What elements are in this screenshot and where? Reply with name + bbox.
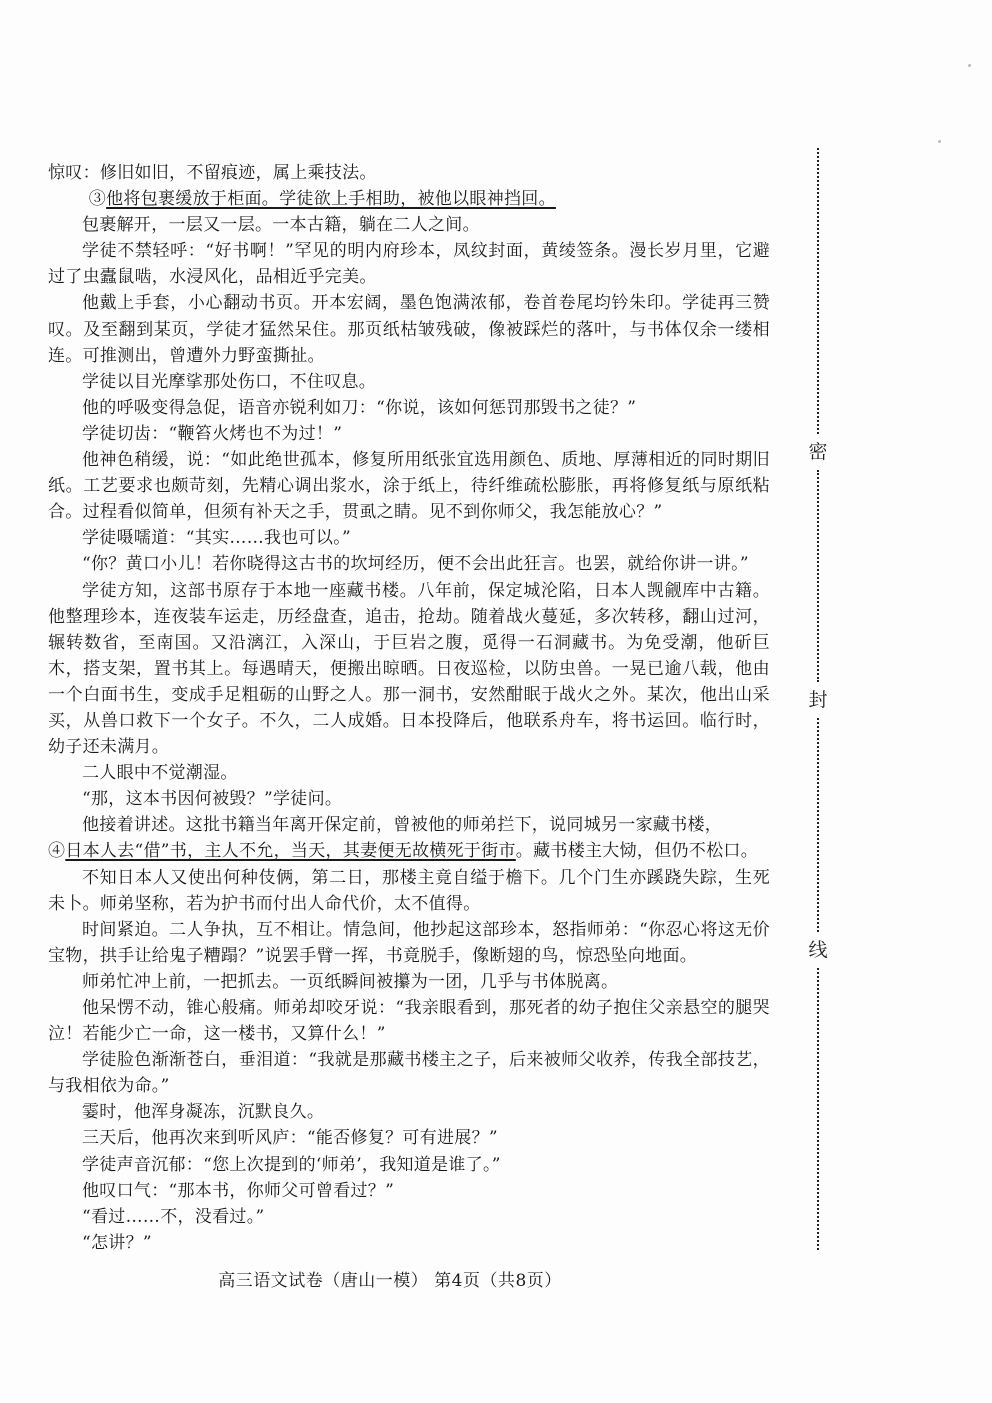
underlined-sentence: 他将包裹缓放于柜面。学徒欲上手相助，被他以眼神挡回。 [106, 189, 556, 210]
passage-paragraph: “那，这本书因何被毁？”学徒问。 [82, 789, 343, 810]
seal-char-xian: 线 [806, 938, 830, 962]
passage-paragraph: 他戴上手套，小心翻动书页。开本宏阔，墨色饱满浓郁，卷首卷尾均钤朱印。学徒再三赞叹。及至翻到某页，学徒才猛然呆住。那页纸枯皱残破，像被踩烂的落叶，与书体仅余一缕相连。可推测出，曾遭外力野蛮撕扯。 [48, 293, 770, 366]
seal-dots-2 [817, 470, 819, 682]
passage-paragraph: 他呆愣不动，锥心般痛。师弟却咬牙说：“我亲眼看到，那死者的幼子抱住父亲悬空的腿哭泣！若能少亡一命，这一楼书，又算什么！” [48, 998, 770, 1045]
passage-paragraph: 他接着讲述。这批书籍当年离开保定前，曾被他的师弟拦下，说同城另一家藏书楼， [82, 815, 723, 836]
passage-paragraph: “看过……不，没看过。” [82, 1206, 265, 1227]
passage-body [48, 160, 770, 1256]
passage-paragraph: 不知日本人又使出何种伎俩，第二日，那楼主竟自缢于檐下。几个门生亦蹊跷失踪，生死未卜。师弟坚称，若为护书而付出人命代价，太不值得。 [48, 867, 770, 914]
passage-paragraph: 包裹解开，一层又一层。一本古籍，躺在二人之间。 [82, 215, 480, 236]
passage-paragraph: 学徒方知，这部书原存于本地一座藏书楼。八年前，保定城沦陷，日本人觊觎库中古籍。他整理珍本，连夜装车运走，历经盘查，追击，抢劫。随着战火蔓延，多次转移，翻山过河，辗转数省，至南国。又沿漓江，入深山，于巨岩之腹，觅得一石洞藏书。为免受潮，他斫巨木，搭支架，置书其上。每遇晴天，便搬出晾晒。日夜巡检，以防虫兽。一晃已逾八载，他由一个白面书生，变成手足粗砺的山野之人。那一洞书，安然酣眠于战火之外。某次，他出山采买，从兽口救下一个女子。不久，二人成婚。日本投降后，他联系舟车，将书运回。临行时，幼子还未满月。 [48, 580, 770, 758]
passage-paragraph: 三天后，他再次来到听风庐：“能否修复？可有进展？” [82, 1128, 498, 1149]
seal-char-mi: 密 [806, 440, 830, 464]
passage-paragraph: 学徒脸色渐渐苍白，垂泪道：“我就是那藏书楼主之子，后来被师父收养，传我全部技艺，与我相依为命。” [48, 1050, 770, 1097]
passage-paragraph: “你？黄口小儿！若你晓得这古书的坎坷经历，便不会出此狂言。也罢，就给你讲一讲。” [82, 554, 749, 575]
passage-paragraph: 他叹口气：“那本书，你师父可曾看过？” [82, 1180, 395, 1201]
passage-paragraph: 他的呼吸变得急促，语音亦锐利如刀：“你说，该如何惩罚那毁书之徒？” [82, 397, 637, 418]
passage-paragraph: 学徒嗫嚅道：“其实……我也可以。” [82, 528, 351, 549]
seal-dots-1 [817, 148, 819, 434]
passage-paragraph: 惊叹：修旧如旧，不留痕迹，属上乘技法。 [48, 163, 377, 183]
passage-paragraph: 师弟忙冲上前，一把抓去。一页纸瞬间被攥为一团，几乎与书体脱离。 [82, 971, 619, 992]
passage-paragraph: 学徒以目光摩挲那处伤口，不住叹息。 [82, 371, 377, 392]
passage-paragraph: 他神色稍缓，说：“如此绝世孤本，修复所用纸张宜选用颜色、质地、厚薄相近的同时期旧纸。工艺要求也颇苛刻，先精心调出浆水，涂于纸上，待纤维疏松膨胀，再将修复纸与原纸粘合。过程看似简单，但须有补天之手，贯虱之睛。见不到你师父，我怎能放心？” [48, 450, 770, 523]
passage-paragraph: 学徒不禁轻呼：“好书啊！”罕见的明内府珍本，凤纹封面，黄绫签条。漫长岁月里，它避过了虫蠹鼠啮，水浸风化，品相近乎完美。 [48, 241, 770, 288]
underlined-sentence: 日本人去“借”书，主人不允，当天，其妻便无故横死于街市 [65, 841, 516, 862]
seal-dots-3 [817, 718, 819, 932]
passage-paragraph: “怎讲？” [82, 1232, 152, 1253]
question-marker: ④ [48, 841, 66, 862]
passage-paragraph [48, 186, 770, 212]
passage-paragraph: 时间紧迫。二人争执，互不相让。情急间，他抄起这部珍本，怒指师弟：“你忍心将这无价宝物，拱手让给鬼子糟蹋？”说罢手臂一挥，书竟脱手，像断翅的鸟，惊恐坠向地面。 [48, 919, 770, 966]
paragraph-tail: 。藏书楼主大恸，但仍不松口。 [515, 841, 758, 862]
question-marker: ③ [88, 189, 107, 210]
passage-paragraph: 学徒切齿：“鞭笞火烤也不为过！” [82, 423, 343, 444]
seal-char-feng: 封 [806, 688, 830, 712]
passage-paragraph: 霎时，他浑身凝冻，沉默良久。 [82, 1102, 325, 1123]
scan-speck [968, 64, 971, 67]
passage-paragraph [48, 838, 770, 864]
seal-line [808, 148, 828, 1250]
passage-paragraph: 学徒声音沉郁：“您上次提到的‘师弟’，我知道是谁了。” [82, 1154, 501, 1175]
seal-dots-4 [817, 968, 819, 1250]
scan-speck [938, 140, 941, 143]
page-footer: 高三语文试卷（唐山一模） 第4页（共8页） [218, 1271, 562, 1291]
passage-paragraph: 二人眼中不觉潮湿。 [82, 763, 238, 784]
